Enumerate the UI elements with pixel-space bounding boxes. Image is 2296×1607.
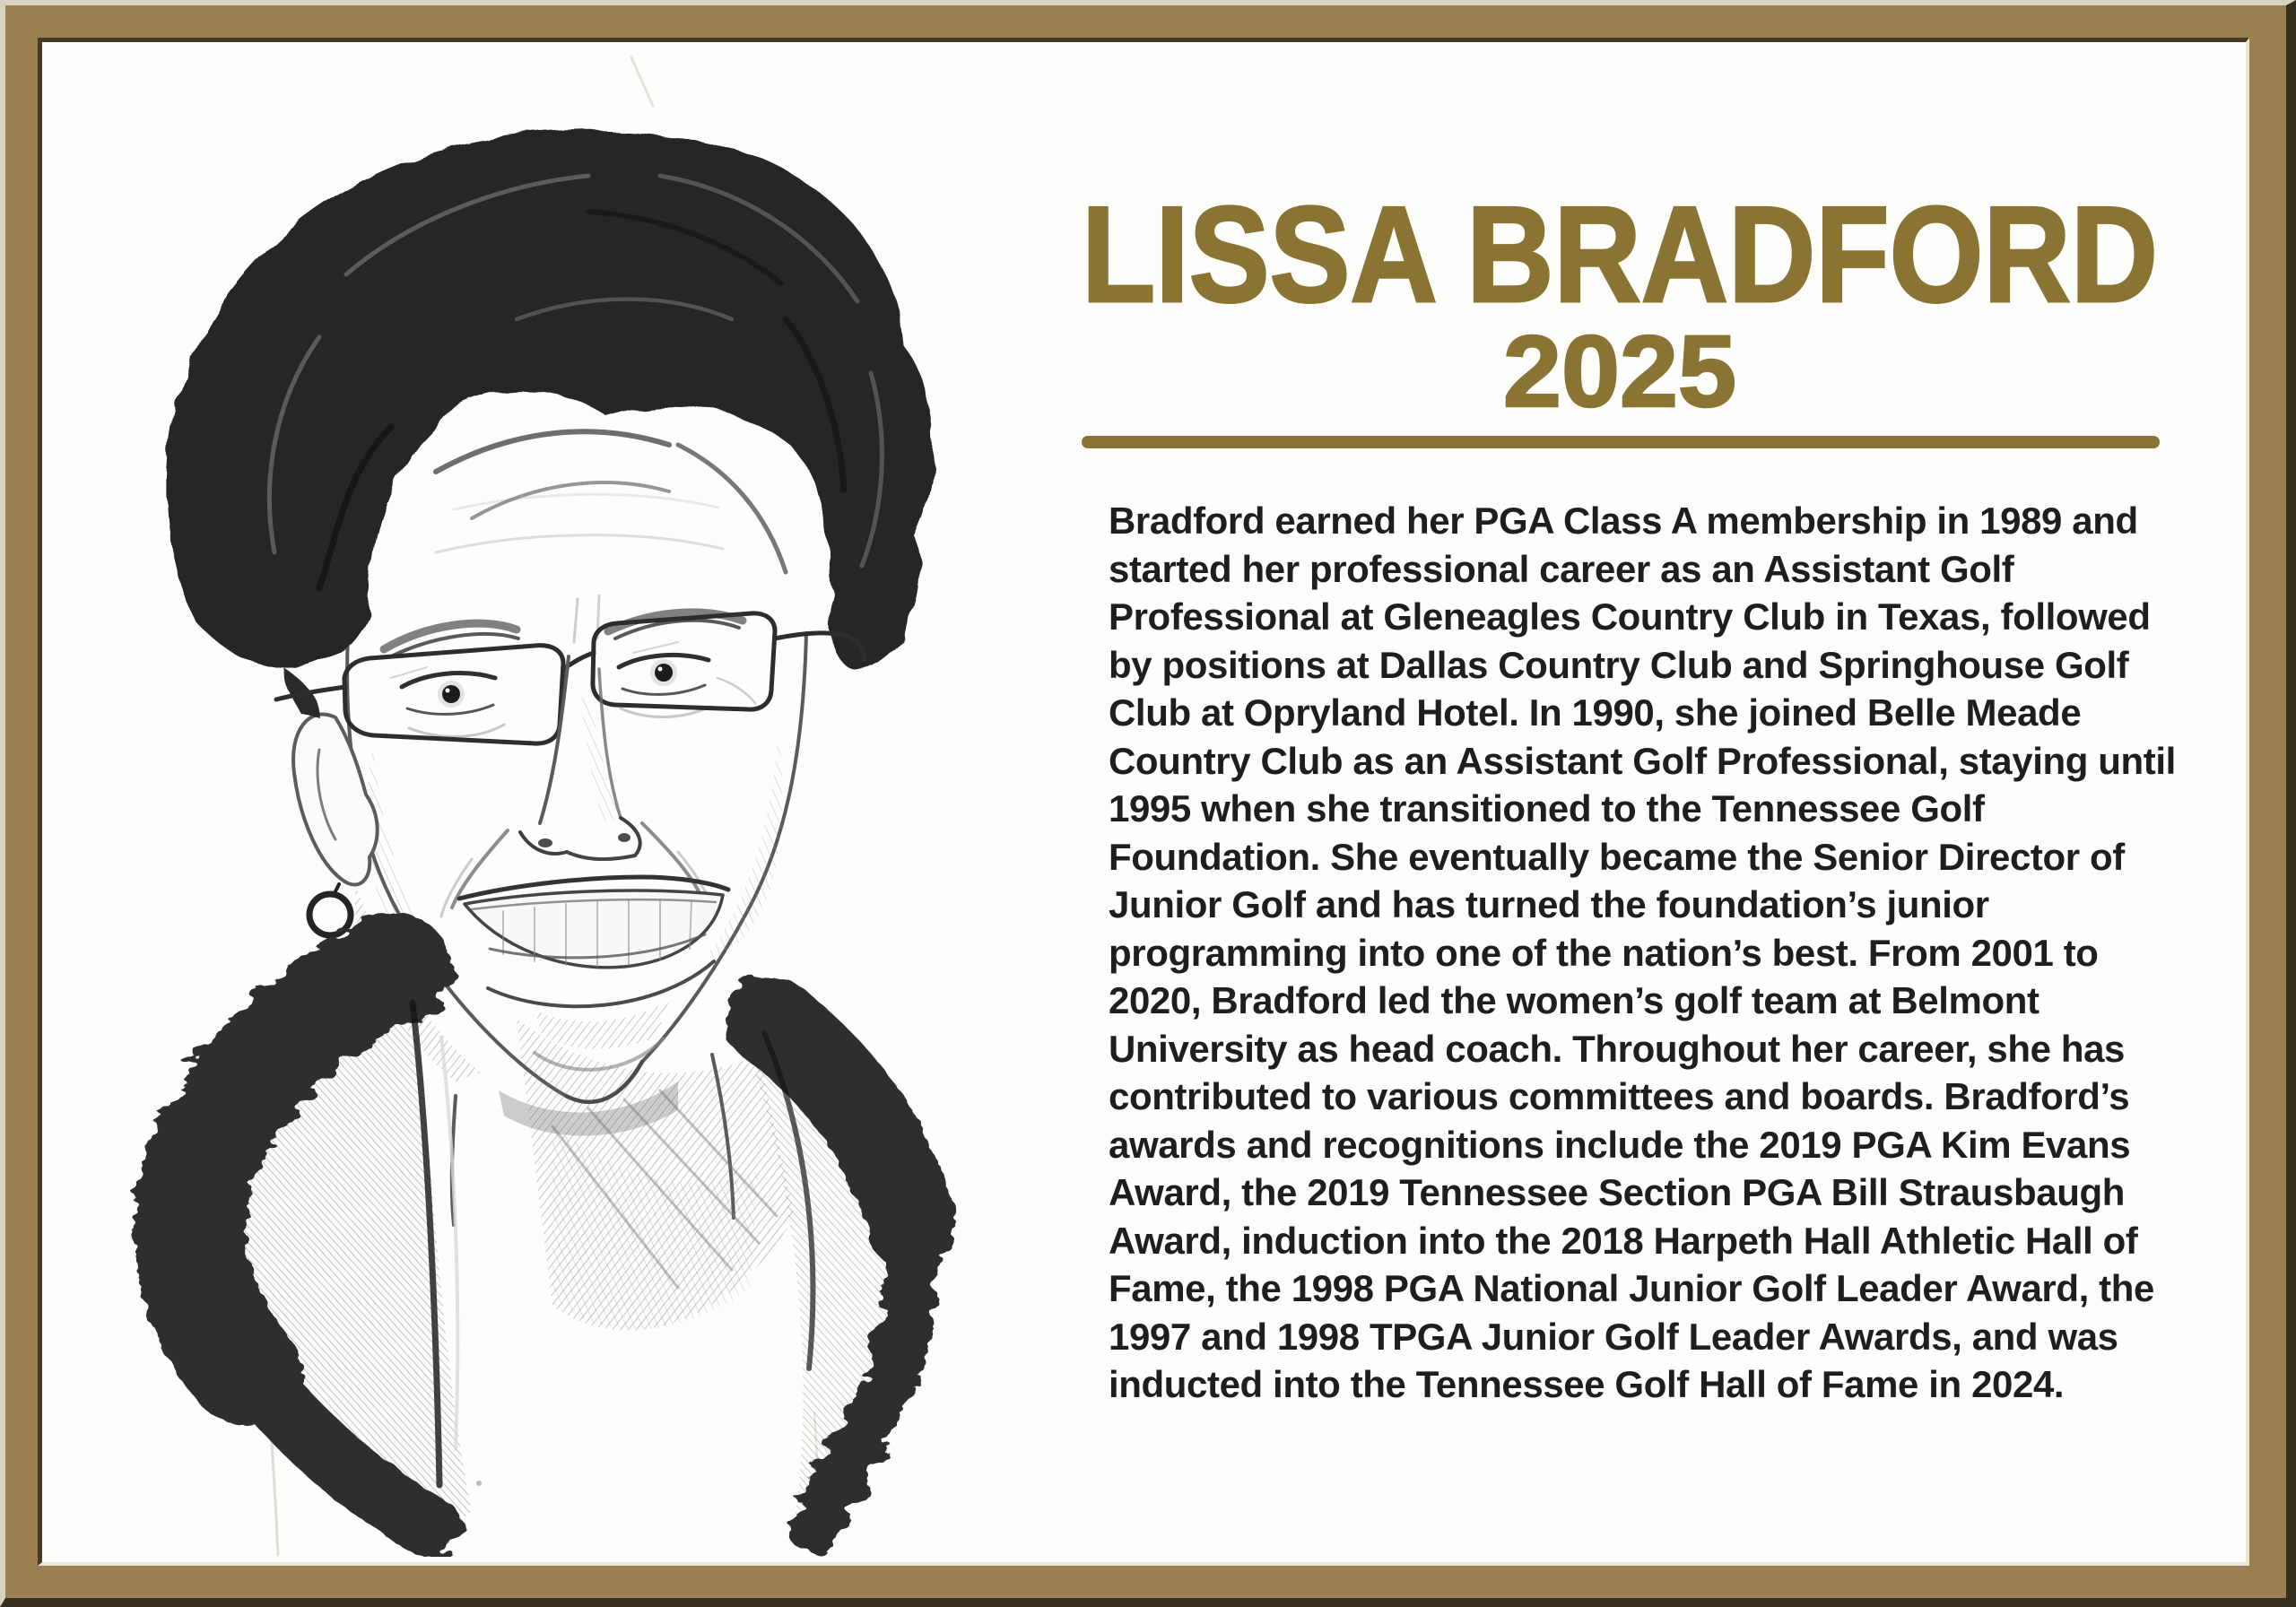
honoree-name: LISSA BRADFORD — [1082, 179, 2158, 314]
portrait-sketch-illustration — [50, 50, 1055, 1557]
divider-rule — [1082, 436, 2160, 448]
bio-paragraph: Bradford earned her PGA Class A membership in 1989 and started her professional career as an Assistant Golf Professional at Gleneagles Country Club in Texas, followed by positions at Dallas Country Club and Springhouse Golf Club at Opryland Hotel. In 1990, she joined Belle Meade Country Club as an Assistant Golf Professional, staying until 1995 when she transitioned to the Tennessee Golf Foundation. She eventually became the Senior Director of Junior Golf and has turned the foundation’s junior programming into one of the nation’s best. From 2001 to 2020, Bradford led the women’s golf team at Belmont University as head coach. Throughout her career, she has contributed to various committees and boards. Bradford’s awards and recognitions include the 2019 PGA Kim Evans Award, the 2019 Tennessee Section PGA Bill Strausbaugh Award, induction into the 2018 Harpeth Hall Athletic Hall of Fame, the 1998 PGA National Junior Golf Leader Award, the 1997 and 1998 TPGA Junior Golf Leader Awards, and was inducted into the Tennessee Golf Hall of Fame in 2024. — [1109, 499, 2176, 1405]
hoop-earring — [309, 884, 351, 935]
year-block — [1059, 316, 2180, 428]
induction-year: 2025 — [1503, 316, 1736, 428]
title-block — [1059, 179, 2180, 314]
